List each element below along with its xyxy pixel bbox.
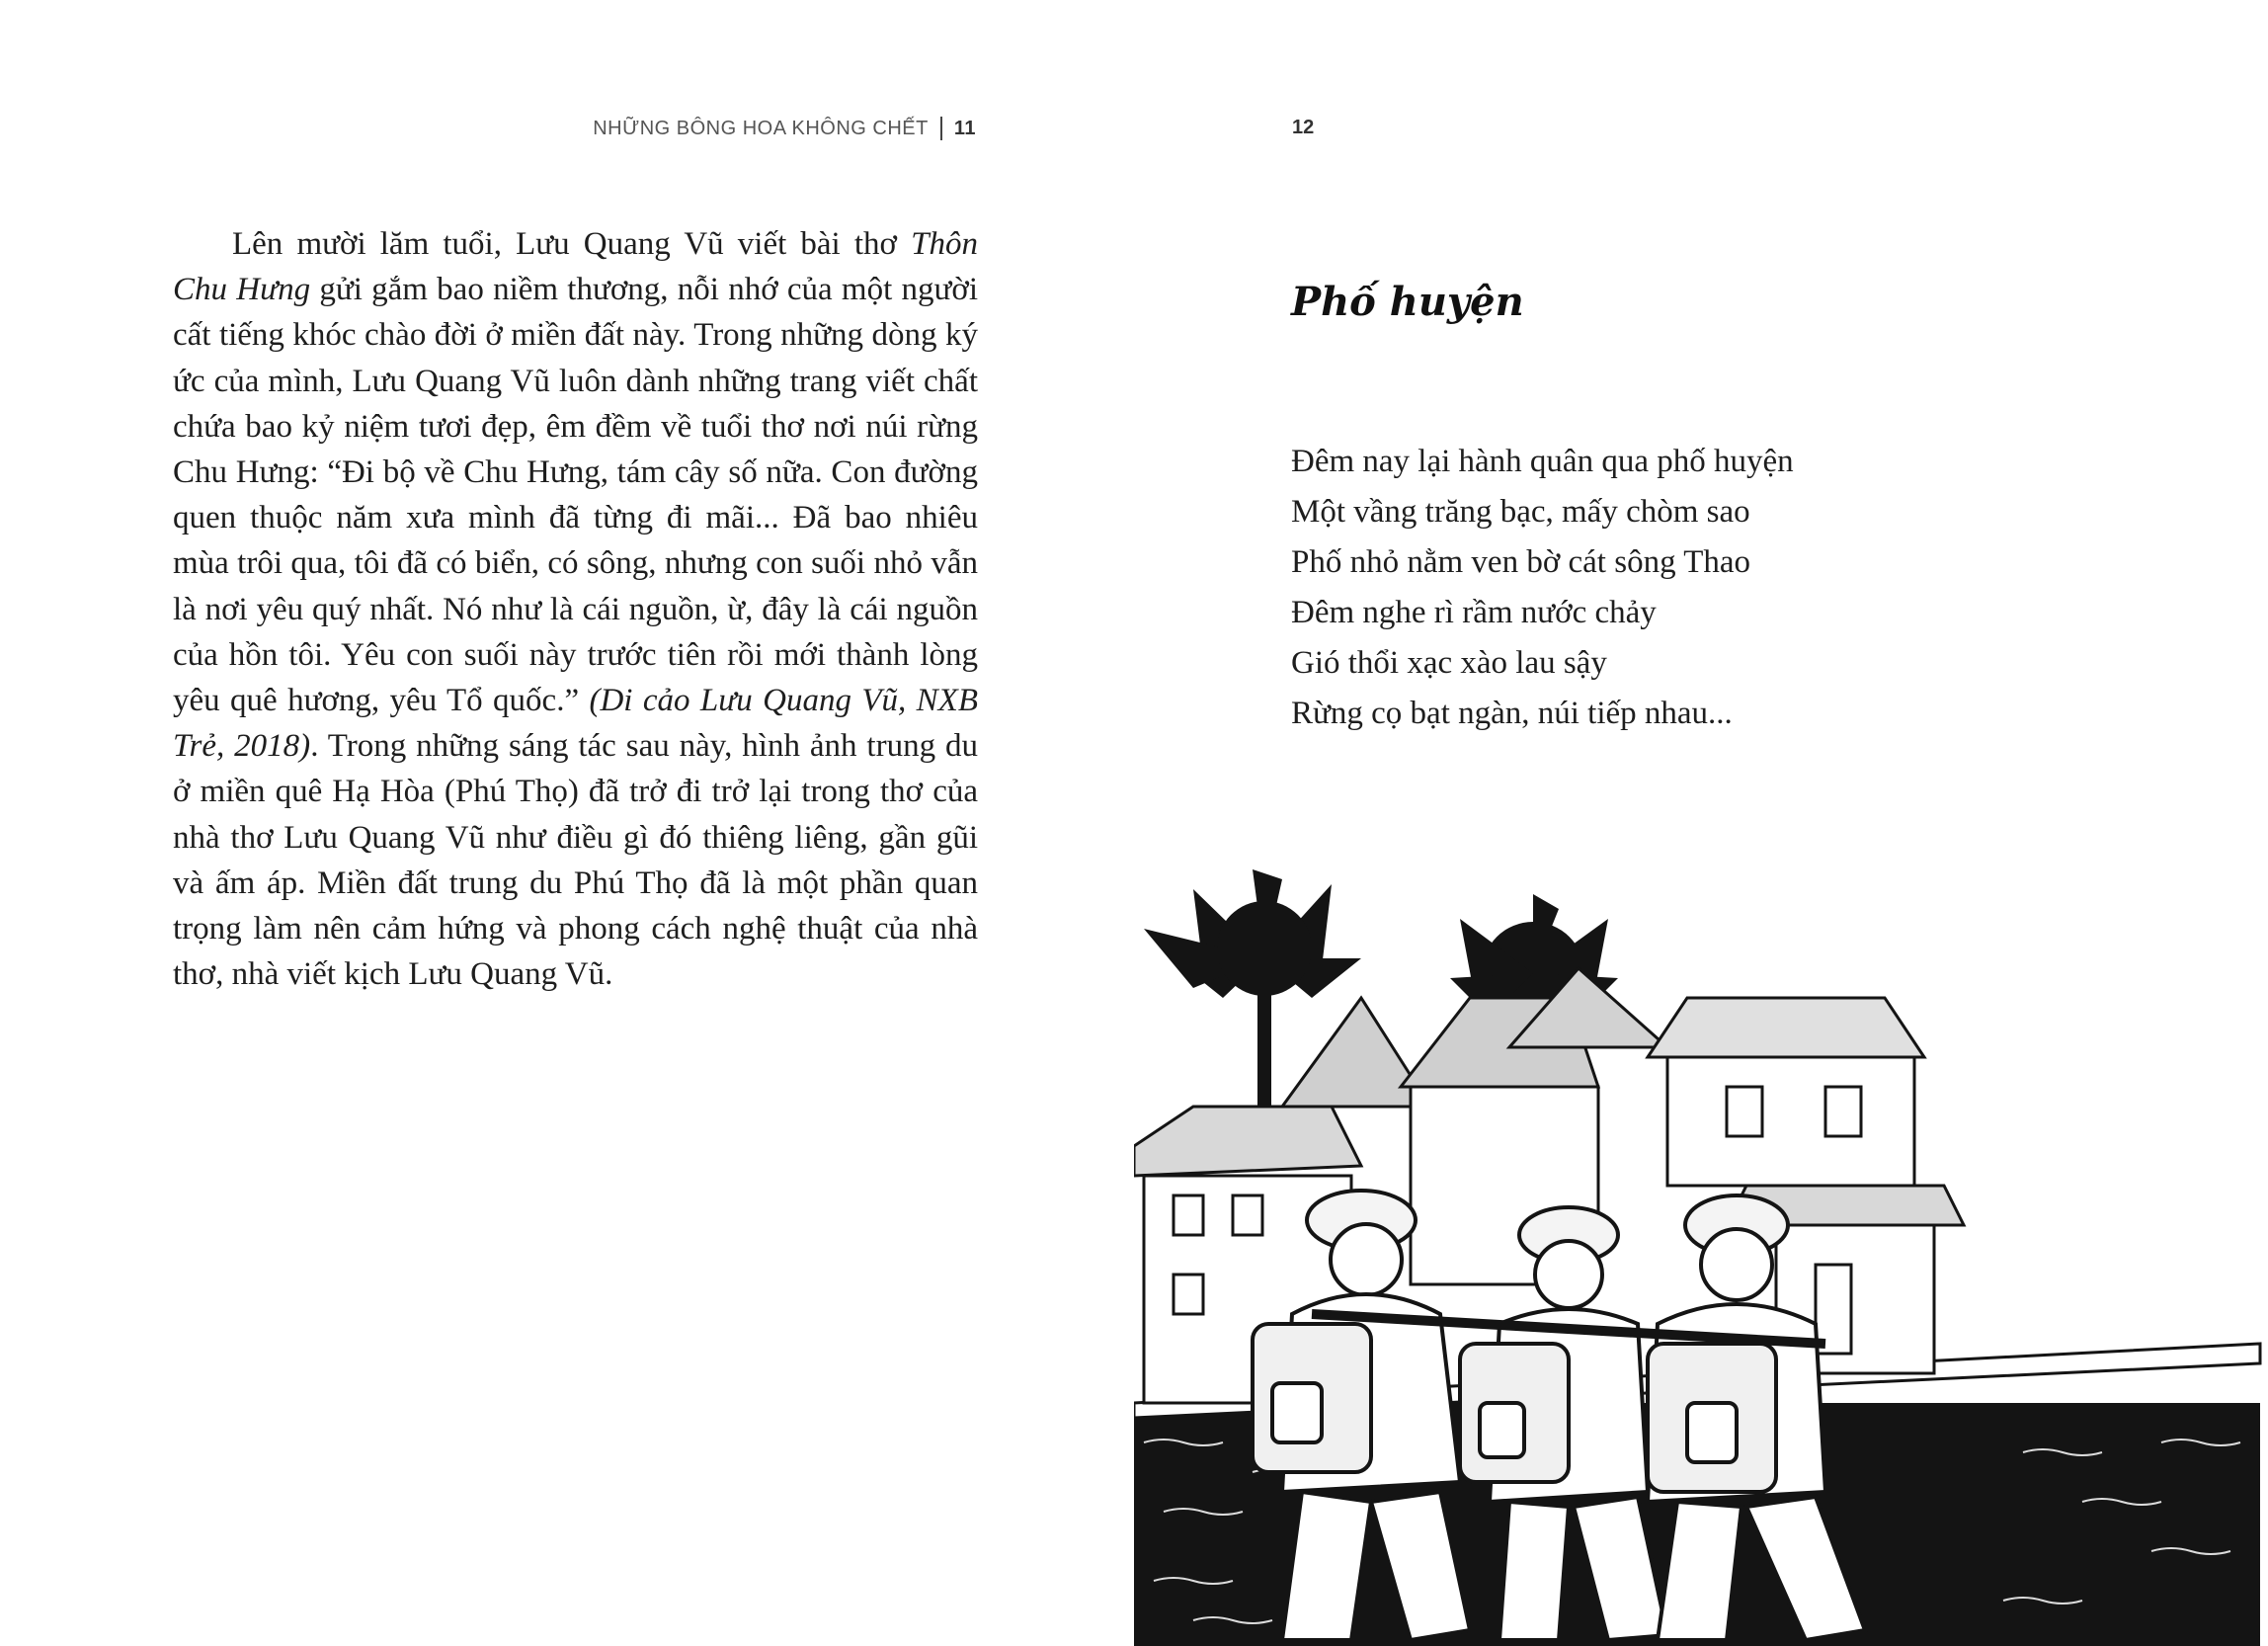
poem-line: Gió thổi xạc xào lau sậy <box>1291 645 1607 681</box>
poem-line: Đêm nghe rì rầm nước chảy <box>1291 595 1657 630</box>
citation: (Di cảo Lưu Quang Vũ, NXB Trẻ, 2018) <box>173 683 978 765</box>
poem-reference-title: Thôn Chu Hưng <box>173 226 978 308</box>
paragraph-text-1: Lên mười lăm tuổi, Lưu Quang Vũ viết bài thơ <box>232 226 912 262</box>
poem-line: Đêm nay lại hành quân qua phố huyện <box>1291 444 1794 479</box>
body-paragraph <box>173 221 978 997</box>
paragraph-text-2: gửi gắm bao niềm thương, nỗi nhớ của một người cất tiếng khóc chào đời ở miền đất này. Trong những dòng ký ức của mình, Lưu Quang Vũ luôn dành những trang viết chất chứa bao kỷ niệm tươi đẹp, êm đềm về tuổi thơ nơi núi rừng Chu Hưng: “Đi bộ về Chu Hưng, tám cây số nữa. Con đường quen thuộc năm xưa mình đã từng đi mãi... Đã bao nhiêu mùa trôi qua, tôi đã có biển, có sông, nhưng con suối nhỏ vẫn là nơi yêu quý nhất. Nó như là cái nguồn, ừ, đây là cái nguồn của hồn tôi. Yêu con suối này trước tiên rồi mới thành lòng yêu quê hương, yêu Tổ quốc.” <box>173 272 979 719</box>
poem-line: Phố nhỏ nằm ven bờ cát sông Thao <box>1291 544 1751 580</box>
paragraph-text-3: . Trong những sáng tác sau này, hình ảnh trung du ở miền quê Hạ Hòa (Phú Thọ) đã trở đi trở lại trong thơ của nhà thơ Lưu Quang Vũ như điều gì đó thiêng liêng, gần gũi và ấm áp. Miền đất trung du Phú Thọ đã là một phần quan trọng làm nên cảm hứng và phong cách nghệ thuật của nhà thơ, nhà viết kịch Lưu Quang Vũ. <box>173 728 979 993</box>
poem-title: Phố huyện <box>1291 279 1524 325</box>
page-number-right: 12 <box>1292 117 1315 138</box>
left-page <box>0 0 1134 1626</box>
running-head-title: NHỮNG BÔNG HOA KHÔNG CHẾT <box>593 117 929 139</box>
illustration-svg <box>1134 850 2262 1646</box>
poem <box>1291 437 1794 739</box>
running-head-divider <box>940 117 942 140</box>
running-head <box>593 117 976 140</box>
page-number-left: 11 <box>953 117 976 139</box>
poem-line: Rừng cọ bạt ngàn, núi tiếp nhau... <box>1291 696 1733 731</box>
right-page <box>1134 0 2268 1626</box>
soldiers-village-illustration <box>1134 850 2262 1646</box>
poem-line: Một vầng trăng bạc, mấy chòm sao <box>1291 494 1750 530</box>
